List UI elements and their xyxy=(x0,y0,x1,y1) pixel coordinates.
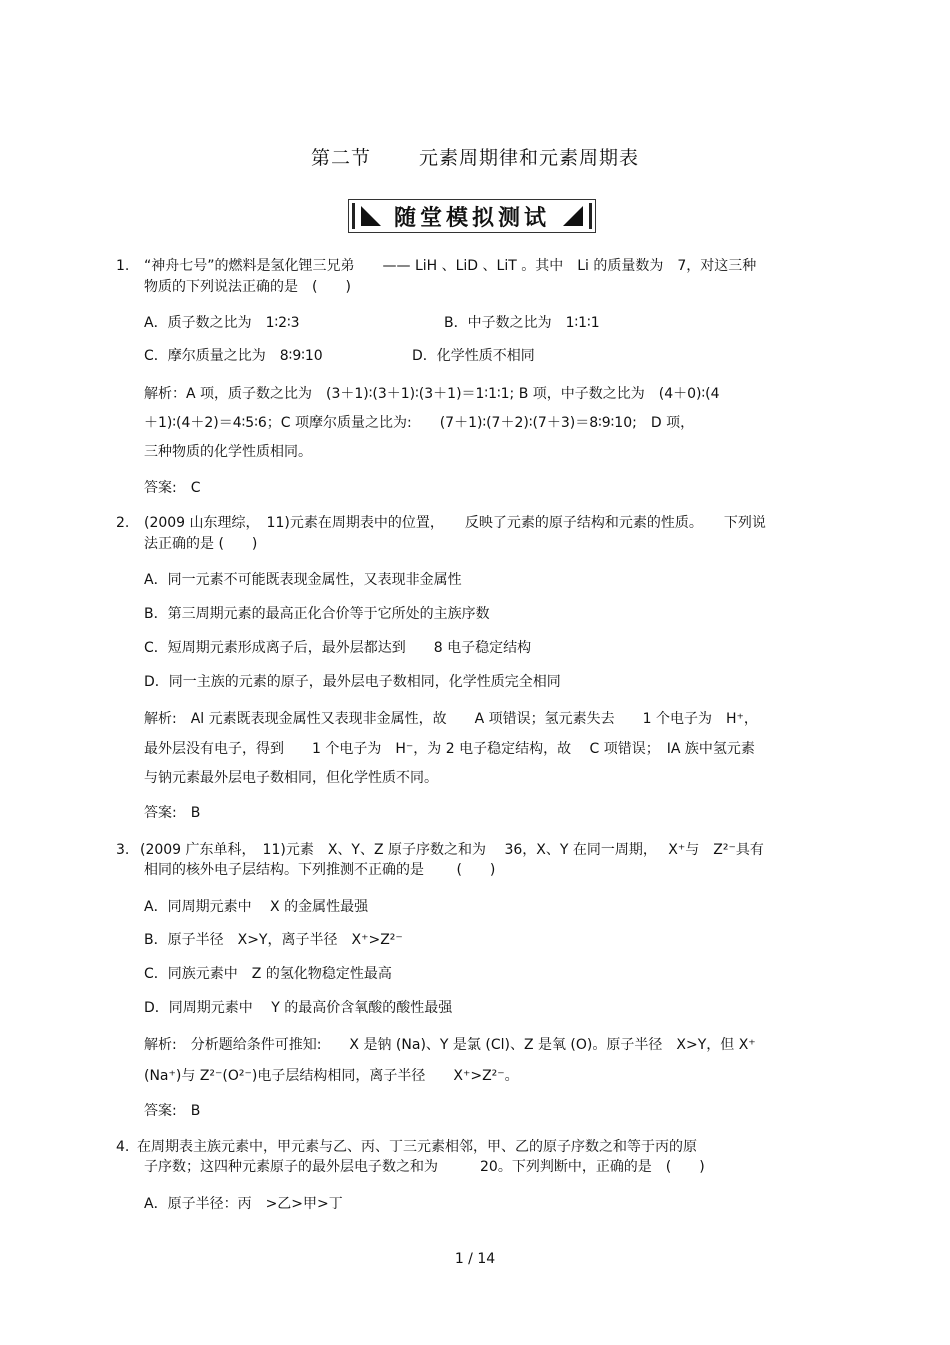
page-number: 1 / 14 xyxy=(454,1251,496,1267)
section-title: 元素周期律和元素周期表 xyxy=(419,147,640,169)
question-1-option-d: D．化学性质不相同 xyxy=(412,348,535,364)
question-1-number: 1. xyxy=(116,258,130,274)
question-3-number: 3. xyxy=(116,842,130,858)
question-1-analysis-line-2: ＋1)∶(4＋2)＝4∶5∶6；C 项摩尔质量之比为: (7＋1)∶(7＋2)∶(7＋3)＝8∶9∶10; D 项， xyxy=(144,415,695,431)
question-1-analysis-line-1: 解析：A 项，质子数之比为 (3＋1)∶(3＋1)∶(3＋1)＝1∶1∶1; B 项，中子数之比为 (4＋0)∶(4 xyxy=(144,386,720,402)
question-3-answer: 答案: B xyxy=(144,1103,201,1119)
question-4-number: 4. xyxy=(116,1139,130,1155)
banner-bar-left xyxy=(352,203,355,229)
question-2-analysis-line-3: 与钠元素最外层电子数相同，但化学性质不同。 xyxy=(144,770,438,786)
question-1-analysis-line-3: 三种物质的化学性质相同。 xyxy=(144,444,312,460)
banner-bar-right xyxy=(589,203,592,229)
question-2-option-b: B．第三周期元素的最高正化合价等于它所处的主族序数 xyxy=(144,606,490,622)
question-2-number: 2. xyxy=(116,515,130,531)
question-1-stem-line-1: “神舟七号”的燃料是氢化锂三兄弟 —— LiH 、LiD 、LiT 。其中 Li 的质量数为 7，对这三种 xyxy=(144,258,757,274)
question-2-option-d: D．同一主族的元素的原子，最外层电子数相同，化学性质完全相同 xyxy=(144,674,561,690)
banner-triangle-left-icon xyxy=(361,206,381,226)
question-3-option-b: B．原子半径 X>Y，离子半径 X⁺>Z²⁻ xyxy=(144,932,403,948)
question-2-analysis-line-1: 解析: Al 元素既表现金属性又表现非金属性，故 A 项错误；氢元素失去 1 个电子为 H⁺， xyxy=(144,711,758,727)
question-1-answer: 答案: C xyxy=(144,480,201,496)
banner-triangle-right-icon xyxy=(563,206,583,226)
question-1-stem-line-2: 物质的下列说法正确的是 ( ) xyxy=(144,279,351,295)
question-3-option-a: A．同周期元素中 X 的金属性最强 xyxy=(144,899,369,915)
question-4-stem-line-1: 在周期表主族元素中，甲元素与乙、丙、丁三元素相邻，甲、乙的原子序数之和等于丙的原 xyxy=(137,1139,697,1155)
question-1-option-b: B．中子数之比为 1∶1∶1 xyxy=(444,315,600,331)
section-number: 第二节 xyxy=(310,147,371,169)
question-2-option-a: A．同一元素不可能既表现金属性，又表现非金属性 xyxy=(144,572,462,588)
question-3-option-d: D．同周期元素中 Y 的最高价含氧酸的酸性最强 xyxy=(144,1000,453,1016)
question-2-stem-line-2: 法正确的是 ( ) xyxy=(144,536,258,552)
question-1-option-c: C．摩尔质量之比为 8∶9∶10 xyxy=(144,348,323,364)
question-1-option-a: A．质子数之比为 1∶2∶3 xyxy=(144,315,300,331)
question-2-analysis-line-2: 最外层没有电子，得到 1 个电子为 H⁻，为 2 电子稳定结构，故 C 项错误； ⅠA 族中氢元素 xyxy=(144,741,755,757)
question-3-option-c: C．同族元素中 Z 的氢化物稳定性最高 xyxy=(144,966,392,982)
section-banner xyxy=(348,199,596,233)
question-2-option-c: C．短周期元素形成离子后，最外层都达到 8 电子稳定结构 xyxy=(144,640,532,656)
banner-text: 随堂模拟测试 xyxy=(393,205,550,231)
question-4-option-a: A．原子半径：丙 >乙>甲>丁 xyxy=(144,1196,343,1212)
question-2-stem-line-1: (2009 山东理综， 11)元素在周期表中的位置， 反映了元素的原子结构和元素的性质。 下列说 xyxy=(144,515,766,531)
question-3-analysis-line-2: (Na⁺)与 Z²⁻(O²⁻)电子层结构相同，离子半径 X⁺>Z²⁻。 xyxy=(144,1068,519,1084)
page-title xyxy=(0,143,950,170)
question-4-stem-line-2: 子序数；这四种元素原子的最外层电子数之和为 20。下列判断中，正确的是 ( ) xyxy=(144,1159,705,1175)
question-3-stem-line-2: 相同的核外电子层结构。下列推测不正确的是 ( ) xyxy=(144,862,496,878)
question-3-stem-line-1: (2009 广东单科， 11)元素 X、Y、Z 原子序数之和为 36，X、Y 在同一周期， X⁺与 Z²⁻具有 xyxy=(140,842,764,858)
question-3-analysis-line-1: 解析: 分析题给条件可推知: X 是钠 (Na)、Y 是氯 (Cl)、Z 是氧 (O)。原子半径 X>Y，但 X⁺ xyxy=(144,1037,756,1053)
question-2-answer: 答案: B xyxy=(144,805,201,821)
